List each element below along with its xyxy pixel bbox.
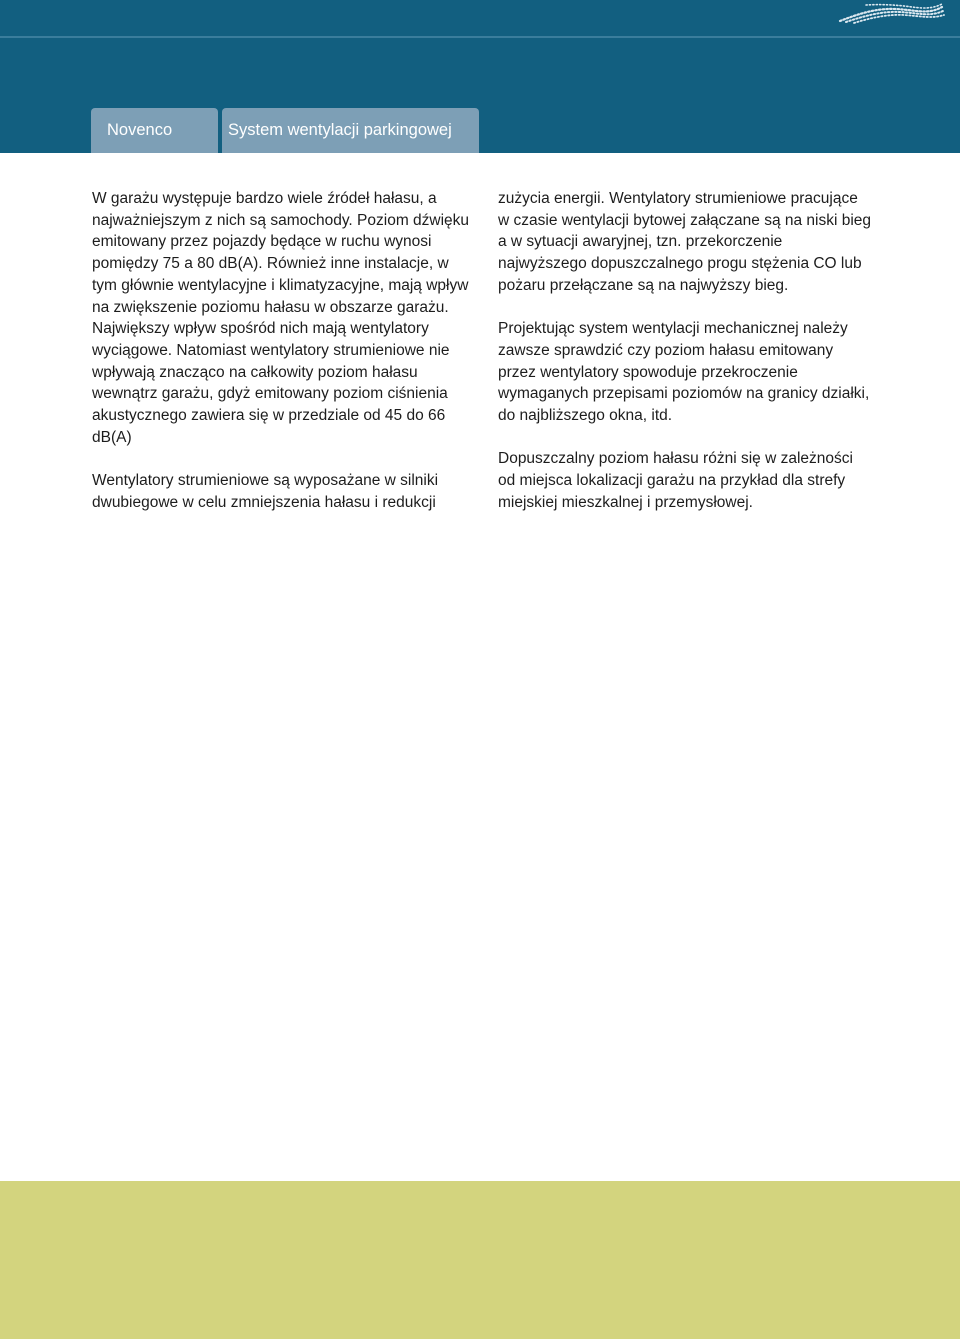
tab-brand xyxy=(91,108,218,153)
footer-band xyxy=(0,1181,960,1339)
brand-label: Novenco xyxy=(107,121,173,139)
paragraph: Wentylatory strumieniowe są wyposażane w silniki dwubiegowe w celu zmniejszenia hałasu i redukcji xyxy=(92,472,439,511)
header-divider xyxy=(0,36,960,38)
novenco-wave-logo-icon xyxy=(836,2,946,24)
right-column xyxy=(498,188,873,535)
left-column xyxy=(92,188,472,535)
tab-document-title xyxy=(222,108,479,153)
paragraph: Projektując system wentylacji mechanicznej należy zawsze sprawdzić czy poziom hałasu emitowany przez wentylatory spowoduje przekroczenie wymaganych przepisami poziomów na granicy działki, do najbliższego okna, itd. xyxy=(498,320,870,425)
paragraph: zużycia energii. Wentylatory strumieniowe pracujące w czasie wentylacji bytowej załączane są na niski bieg a w sytuacji awaryjnej, tzn. przekorczenie najwyższego dopuszczalnego progu stężenia CO lub pożaru przełączane są na najwyższy bieg. xyxy=(498,190,872,294)
document-title: System wentylacji parkingowej xyxy=(228,121,452,139)
paragraph: W garażu występuje bardzo wiele źródeł hałasu, a najważniejszym z nich są samochody. Poziom dźwięku emitowany przez pojazdy będące w ruchu wynosi pomiędzy 75 a 80 dB(A). Również inne instalacje, w tym głównie wentylacyjne i klimatyzacyjne, mają wpływ na zwiększenie poziomu hałasu w obszarze garażu. Największy wpływ spośród nich mają wentylatory wyciągowe. Natomiast wentylatory strumieniowe nie wpływają znacząco na całkowity poziom hałasu wewnątrz garażu, gdyż emitowany poziom ciśnienia akustycznego zawiera się w przedziale od 45 do 66 dB(A) xyxy=(92,190,470,446)
paragraph: Dopuszczalny poziom hałasu różni się w zależności od miejsca lokalizacji garażu na przykład dla strefy miejskiej mieszkalnej i przemysłowej. xyxy=(498,450,853,511)
